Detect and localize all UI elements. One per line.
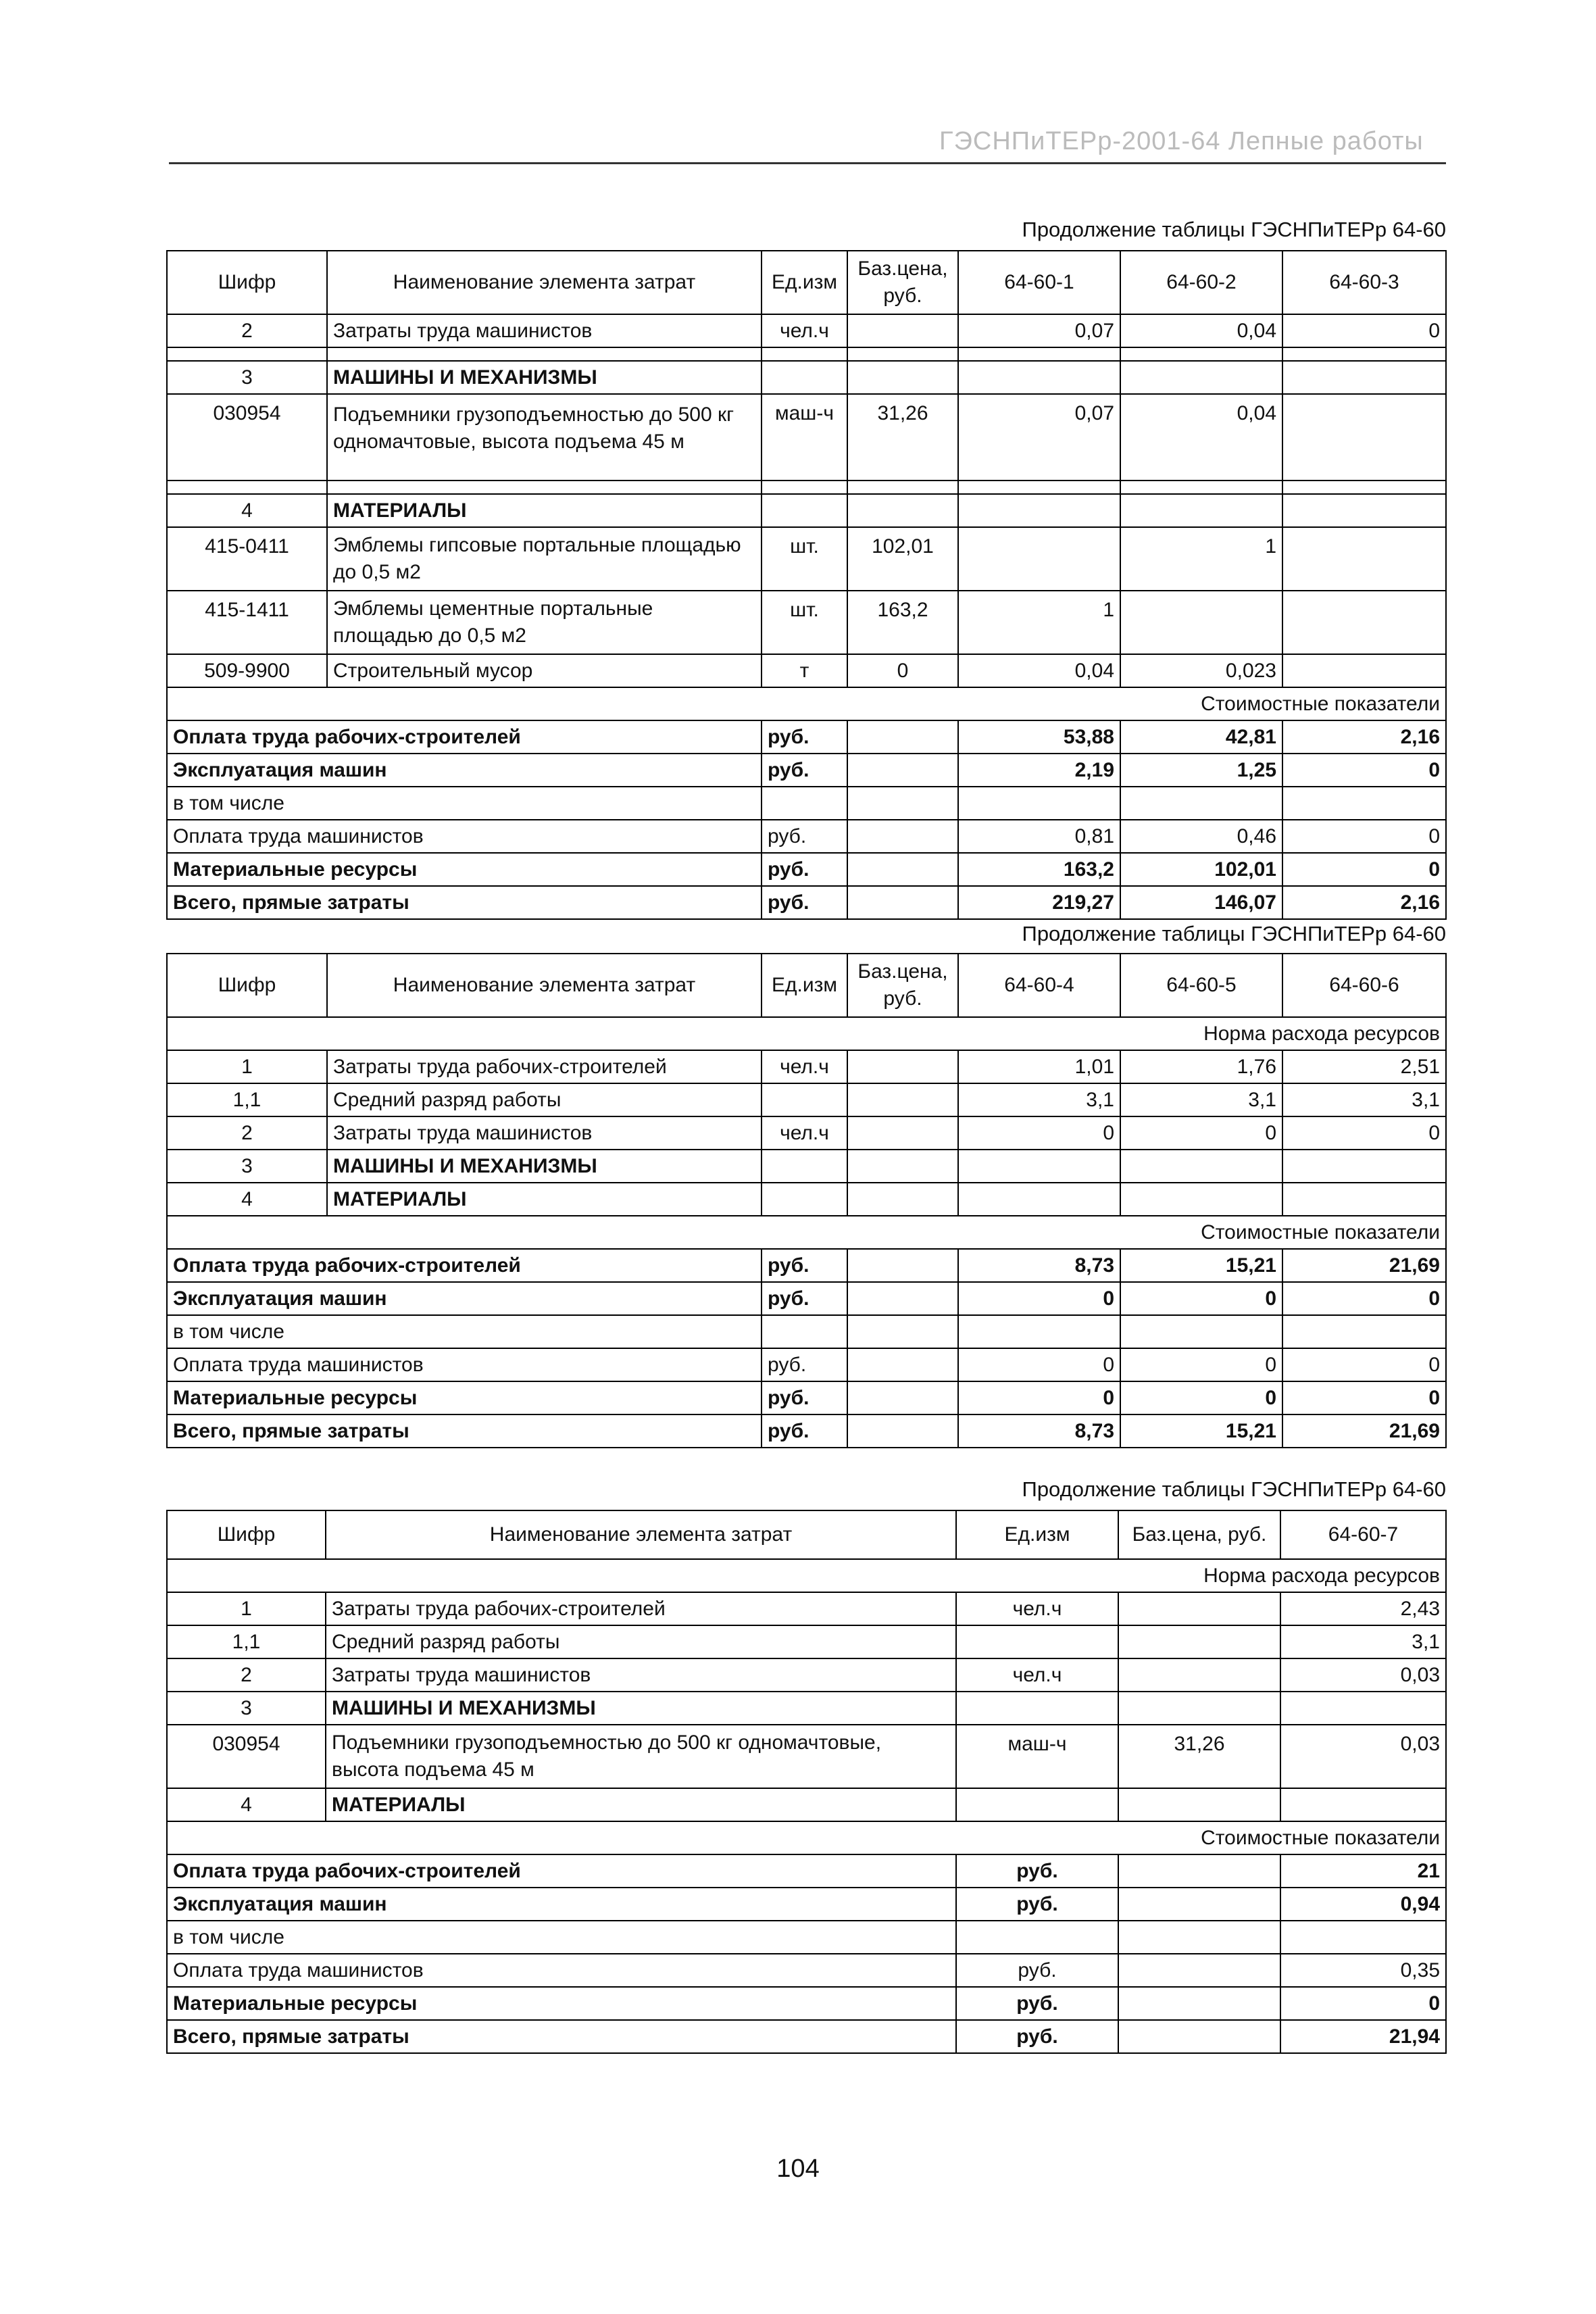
- cost-label: Материальные ресурсы: [167, 1987, 956, 2020]
- norm-band-row: [167, 1559, 1446, 1592]
- table-row: [167, 1692, 1446, 1725]
- row-value-1: 0: [958, 1116, 1120, 1150]
- cost-label: Оплата труда машинистов: [167, 1348, 762, 1381]
- row-name: Затраты труда машинистов: [326, 1658, 956, 1692]
- cost-row: [167, 787, 1446, 820]
- cost-value-3: 2,16: [1282, 720, 1446, 754]
- table-row: [167, 494, 1446, 527]
- row-unit: чел.ч: [762, 314, 847, 347]
- row-unit: чел.ч: [956, 1658, 1118, 1692]
- cost-value-3: 0: [1282, 1282, 1446, 1315]
- row-name: Затраты труда рабочих-строителей: [327, 1050, 762, 1083]
- row-value-1: 0,03: [1280, 1658, 1446, 1692]
- cost-label: Эксплуатация машин: [167, 1282, 762, 1315]
- cost-row: [167, 1888, 1446, 1921]
- row-price: 31,26: [1118, 1725, 1280, 1788]
- col-header-code: Шифр: [167, 954, 327, 1017]
- running-header: ГЭСНПиТЕРр-2001-64 Лепные работы: [939, 127, 1424, 155]
- row-code: 030954: [167, 1725, 326, 1788]
- cost-value-3: 21,69: [1282, 1414, 1446, 1448]
- col-header-unit: Ед.изм: [762, 251, 847, 314]
- row-unit: шт.: [762, 591, 847, 654]
- section-title-machines: МАШИНЫ И МЕХАНИЗМЫ: [327, 1150, 762, 1183]
- cost-row: [167, 2020, 1446, 2053]
- cost-label: Материальные ресурсы: [167, 1381, 762, 1414]
- row-name: Эмблемы цементные портальные площадью до 0,5 м2: [327, 591, 762, 654]
- cost-row: [167, 1315, 1446, 1348]
- cost-row: [167, 1854, 1446, 1888]
- col-header-64-60-2: 64-60-2: [1120, 251, 1282, 314]
- row-code: 3: [167, 1692, 326, 1725]
- cost-value-2: 15,21: [1120, 1249, 1282, 1282]
- row-price: 31,26: [847, 394, 958, 481]
- row-value-2: 0,023: [1120, 654, 1282, 687]
- table-row: [167, 1183, 1446, 1216]
- row-value-1: 2,43: [1280, 1592, 1446, 1625]
- row-code: 030954: [167, 394, 327, 481]
- cost-row: [167, 754, 1446, 787]
- row-code: 2: [167, 1116, 327, 1150]
- row-unit: чел.ч: [762, 1116, 847, 1150]
- table-row: [167, 1592, 1446, 1625]
- spacer-row: [167, 481, 1446, 494]
- cost-label: Оплата труда рабочих-строителей: [167, 720, 762, 754]
- row-code: 3: [167, 361, 327, 394]
- table-row: [167, 1150, 1446, 1183]
- cost-value-2: 146,07: [1120, 886, 1282, 919]
- table-row: [167, 1083, 1446, 1116]
- row-code: 415-1411: [167, 591, 327, 654]
- cost-unit: руб.: [762, 886, 847, 919]
- cost-label: Оплата труда рабочих-строителей: [167, 1854, 956, 1888]
- cost-value-1: 0: [958, 1348, 1120, 1381]
- cost-unit: руб.: [762, 720, 847, 754]
- table-row: [167, 1625, 1446, 1658]
- row-name: Средний разряд работы: [326, 1625, 956, 1658]
- row-code: 2: [167, 314, 327, 347]
- cost-value-3: 0: [1282, 820, 1446, 853]
- cost-unit: руб.: [762, 1414, 847, 1448]
- cost-value-1: 8,73: [958, 1414, 1120, 1448]
- section-title-materials: МАТЕРИАЛЫ: [327, 1183, 762, 1216]
- cost-row: [167, 1414, 1446, 1448]
- row-unit: т: [762, 654, 847, 687]
- col-header-64-60-3: 64-60-3: [1282, 251, 1446, 314]
- cost-unit: руб.: [956, 1854, 1118, 1888]
- cost-value-1: 0,81: [958, 820, 1120, 853]
- cost-row: [167, 1348, 1446, 1381]
- row-name: Подъемники грузоподъемностью до 500 кг одномачтовые, высота подъема 45 м: [327, 394, 762, 481]
- row-code: 2: [167, 1658, 326, 1692]
- cost-unit: руб.: [956, 1954, 1118, 1987]
- row-code: 3: [167, 1150, 327, 1183]
- cost-value-1: 163,2: [958, 853, 1120, 886]
- cost-unit: руб.: [762, 1249, 847, 1282]
- cost-row: [167, 886, 1446, 919]
- norm-band-label: Норма расхода ресурсов: [167, 1017, 1446, 1050]
- cost-value-1: 0,35: [1280, 1954, 1446, 1987]
- row-name: Строительный мусор: [327, 654, 762, 687]
- row-price: 102,01: [847, 527, 958, 591]
- col-header-code: Шифр: [167, 251, 327, 314]
- cost-row: [167, 1249, 1446, 1282]
- row-code: 4: [167, 494, 327, 527]
- cost-unit: руб.: [956, 1888, 1118, 1921]
- cost-label: Материальные ресурсы: [167, 853, 762, 886]
- cost-label: Оплата труда машинистов: [167, 1954, 956, 1987]
- cost-value-2: 0,46: [1120, 820, 1282, 853]
- row-code: 1,1: [167, 1625, 326, 1658]
- cost-label: Эксплуатация машин: [167, 1888, 956, 1921]
- row-value-3: [1282, 394, 1446, 481]
- col-header-price: Баз.цена, руб.: [847, 251, 958, 314]
- row-code: 1: [167, 1050, 327, 1083]
- row-value-2: 0: [1120, 1116, 1282, 1150]
- cost-label: в том числе: [167, 1315, 762, 1348]
- cost-value-2: 0: [1120, 1348, 1282, 1381]
- row-name: Затраты труда машинистов: [327, 1116, 762, 1150]
- row-value-1: 0,04: [958, 654, 1120, 687]
- col-header-code: Шифр: [167, 1510, 326, 1559]
- cost-unit: руб.: [762, 754, 847, 787]
- norm-band-label: Норма расхода ресурсов: [167, 1559, 1446, 1592]
- table-row: [167, 1050, 1446, 1083]
- cost-value-1: 0: [1280, 1987, 1446, 2020]
- table-row: [167, 314, 1446, 347]
- row-unit: маш-ч: [762, 394, 847, 481]
- table-row: [167, 654, 1446, 687]
- cost-value-1: 21: [1280, 1854, 1446, 1888]
- row-name: Средний разряд работы: [327, 1083, 762, 1116]
- row-name: Затраты труда рабочих-строителей: [326, 1592, 956, 1625]
- row-value-1: 0,07: [958, 314, 1120, 347]
- row-unit: шт.: [762, 527, 847, 591]
- row-value-3: 0: [1282, 314, 1446, 347]
- cost-value-2: 42,81: [1120, 720, 1282, 754]
- cost-label: в том числе: [167, 1921, 956, 1954]
- table-row: [167, 1658, 1446, 1692]
- row-code: 1,1: [167, 1083, 327, 1116]
- cost-band-row: [167, 687, 1446, 720]
- cost-value-1: 0: [958, 1381, 1120, 1414]
- table-1-caption: Продолжение таблицы ГЭСНПиТЕРр 64-60: [1022, 218, 1446, 241]
- page-number: 104: [776, 2155, 820, 2183]
- row-value-1: 0,03: [1280, 1725, 1446, 1788]
- col-header-unit: Ед.изм: [762, 954, 847, 1017]
- cost-band-label: Стоимостные показатели: [167, 1821, 1446, 1854]
- cost-band-row: [167, 1216, 1446, 1249]
- col-header-64-60-4: 64-60-4: [958, 954, 1120, 1017]
- cost-row: [167, 1954, 1446, 1987]
- row-value-2: 0,04: [1120, 314, 1282, 347]
- row-price: [847, 314, 958, 347]
- col-header-unit: Ед.изм: [956, 1510, 1118, 1559]
- cost-value-1: 21,94: [1280, 2020, 1446, 2053]
- cost-label: в том числе: [167, 787, 762, 820]
- table-row: [167, 1788, 1446, 1821]
- resource-table-2: [166, 953, 1447, 1448]
- table-header-row: [167, 1510, 1446, 1559]
- row-value-1: 1: [958, 591, 1120, 654]
- cost-value-1: 219,27: [958, 886, 1120, 919]
- row-unit: маш-ч: [956, 1725, 1118, 1788]
- row-value-2: 1: [1120, 527, 1282, 591]
- col-header-name: Наименование элемента затрат: [326, 1510, 956, 1559]
- row-price: 163,2: [847, 591, 958, 654]
- cost-label: Всего, прямые затраты: [167, 2020, 956, 2053]
- cost-row: [167, 853, 1446, 886]
- cost-value-2: 0: [1120, 1381, 1282, 1414]
- norm-band-row: [167, 1017, 1446, 1050]
- row-value-1: 3,1: [1280, 1625, 1446, 1658]
- table-row: [167, 527, 1446, 591]
- cost-row: [167, 820, 1446, 853]
- cost-label: Всего, прямые затраты: [167, 1414, 762, 1448]
- row-unit: чел.ч: [956, 1592, 1118, 1625]
- row-name: Затраты труда машинистов: [327, 314, 762, 347]
- row-value-3: 2,51: [1282, 1050, 1446, 1083]
- cost-unit: руб.: [762, 820, 847, 853]
- row-value-1: 3,1: [958, 1083, 1120, 1116]
- section-title-machines: МАШИНЫ И МЕХАНИЗМЫ: [326, 1692, 956, 1725]
- cost-unit: руб.: [762, 1381, 847, 1414]
- resource-table-3: [166, 1510, 1447, 2054]
- row-code: 4: [167, 1788, 326, 1821]
- cost-row: [167, 720, 1446, 754]
- table-header-row: [167, 251, 1446, 314]
- row-value-3: [1282, 654, 1446, 687]
- table-row: [167, 1116, 1446, 1150]
- cost-value-3: 0: [1282, 754, 1446, 787]
- cost-band-label: Стоимостные показатели: [167, 687, 1446, 720]
- header-rule: [169, 162, 1446, 164]
- cost-value-2: 0: [1120, 1282, 1282, 1315]
- cost-unit: руб.: [956, 1987, 1118, 2020]
- section-title-machines: МАШИНЫ И МЕХАНИЗМЫ: [327, 361, 762, 394]
- cost-unit: руб.: [762, 853, 847, 886]
- cost-value-3: 0: [1282, 1348, 1446, 1381]
- row-code: 415-0411: [167, 527, 327, 591]
- table-row: [167, 361, 1446, 394]
- cost-unit: руб.: [956, 2020, 1118, 2053]
- cost-value-3: 2,16: [1282, 886, 1446, 919]
- cost-band-label: Стоимостные показатели: [167, 1216, 1446, 1249]
- row-value-3: 3,1: [1282, 1083, 1446, 1116]
- row-code: 509-9900: [167, 654, 327, 687]
- table-3-caption: Продолжение таблицы ГЭСНПиТЕРр 64-60: [1022, 1477, 1446, 1501]
- col-header-64-60-1: 64-60-1: [958, 251, 1120, 314]
- cost-label: Всего, прямые затраты: [167, 886, 762, 919]
- col-header-64-60-6: 64-60-6: [1282, 954, 1446, 1017]
- resource-table-1: [166, 250, 1447, 920]
- cost-value-3: 0: [1282, 1381, 1446, 1414]
- row-unit: чел.ч: [762, 1050, 847, 1083]
- cost-value-2: 102,01: [1120, 853, 1282, 886]
- row-value-1: [958, 527, 1120, 591]
- table-header-row: [167, 954, 1446, 1017]
- row-value-2: 1,76: [1120, 1050, 1282, 1083]
- cost-band-row: [167, 1821, 1446, 1854]
- row-price: 0: [847, 654, 958, 687]
- row-value-1: 0,07: [958, 394, 1120, 481]
- row-value-2: 3,1: [1120, 1083, 1282, 1116]
- spacer-row: [167, 347, 1446, 361]
- col-header-64-60-7: 64-60-7: [1280, 1510, 1446, 1559]
- cost-value-2: 15,21: [1120, 1414, 1282, 1448]
- cost-unit: руб.: [762, 1348, 847, 1381]
- cost-label: Оплата труда рабочих-строителей: [167, 1249, 762, 1282]
- table-row: [167, 394, 1446, 481]
- row-value-3: [1282, 591, 1446, 654]
- col-header-name: Наименование элемента затрат: [327, 251, 762, 314]
- cost-row: [167, 1381, 1446, 1414]
- row-code: 4: [167, 1183, 327, 1216]
- cost-value-3: 21,69: [1282, 1249, 1446, 1282]
- row-value-3: 0: [1282, 1116, 1446, 1150]
- row-value-2: [1120, 591, 1282, 654]
- cost-value-1: 0: [958, 1282, 1120, 1315]
- cost-row: [167, 1282, 1446, 1315]
- row-value-1: 1,01: [958, 1050, 1120, 1083]
- cost-value-1: 0,94: [1280, 1888, 1446, 1921]
- row-name: Эмблемы гипсовые портальные площадью до 0,5 м2: [327, 527, 762, 591]
- cost-value-2: 1,25: [1120, 754, 1282, 787]
- col-header-64-60-5: 64-60-5: [1120, 954, 1282, 1017]
- row-value-3: [1282, 527, 1446, 591]
- table-row: [167, 591, 1446, 654]
- cost-value-1: 8,73: [958, 1249, 1120, 1282]
- row-code: 1: [167, 1592, 326, 1625]
- cost-unit: руб.: [762, 1282, 847, 1315]
- cost-value-3: 0: [1282, 853, 1446, 886]
- section-title-materials: МАТЕРИАЛЫ: [327, 494, 762, 527]
- table-row: [167, 1725, 1446, 1788]
- cost-row: [167, 1987, 1446, 2020]
- col-header-price: Баз.цена, руб.: [847, 954, 958, 1017]
- row-value-2: 0,04: [1120, 394, 1282, 481]
- cost-value-1: 2,19: [958, 754, 1120, 787]
- section-title-materials: МАТЕРИАЛЫ: [326, 1788, 956, 1821]
- cost-label: Оплата труда машинистов: [167, 820, 762, 853]
- col-header-name: Наименование элемента затрат: [327, 954, 762, 1017]
- row-name: Подъемники грузоподъемностью до 500 кг одномачтовые, высота подъема 45 м: [326, 1725, 956, 1788]
- cost-value-1: 53,88: [958, 720, 1120, 754]
- col-header-price: Баз.цена, руб.: [1118, 1510, 1280, 1559]
- cost-row: [167, 1921, 1446, 1954]
- cost-label: Эксплуатация машин: [167, 754, 762, 787]
- table-2-caption: Продолжение таблицы ГЭСНПиТЕРр 64-60: [1022, 922, 1446, 945]
